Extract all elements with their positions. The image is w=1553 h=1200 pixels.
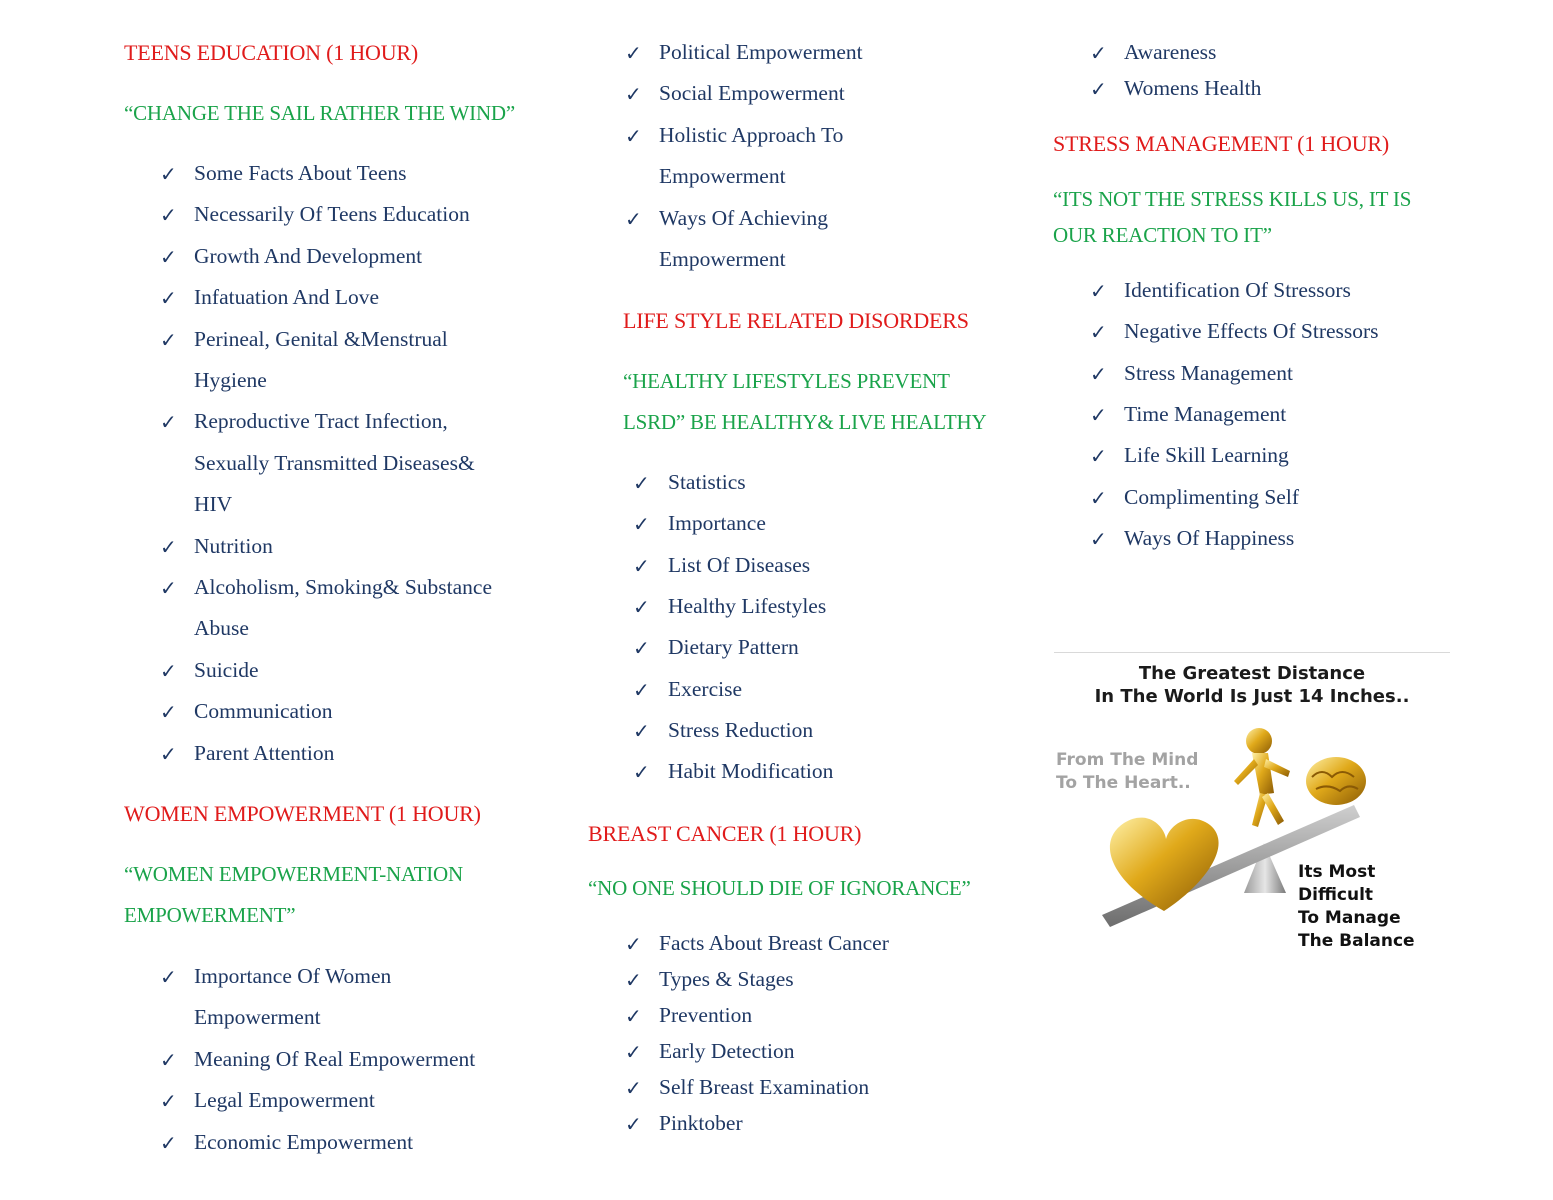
list-item: Stress Reduction (668, 717, 814, 742)
check-icon: ✓ (633, 760, 650, 785)
list-item: Empowerment (659, 247, 786, 271)
list-item: Early Detection (659, 1039, 795, 1063)
check-icon: ✓ (160, 1047, 177, 1072)
stress-management-heading: STRESS MANAGEMENT (1 HOUR) (1053, 131, 1390, 156)
list-item: Sexually Transmitted Diseases& (194, 450, 475, 475)
list-item: Empowerment (659, 164, 786, 189)
check-icon: ✓ (1090, 444, 1107, 469)
list-item: Time Management (1124, 401, 1287, 426)
lifestyle-quote-line-2: LSRD” BE HEALTHY& LIVE HEALTHY (623, 410, 987, 434)
list-item: Prevention (659, 1003, 753, 1027)
illustration-right-line-4: The Balance (1298, 931, 1415, 951)
check-icon: ✓ (1090, 485, 1107, 510)
list-item: Healthy Lifestyles (668, 593, 827, 618)
list-item: Infatuation And Love (194, 285, 380, 310)
check-icon: ✓ (633, 471, 650, 495)
illustration-title-line-1: The Greatest Distance (1138, 663, 1366, 684)
list-item: Economic Empowerment (194, 1129, 414, 1154)
check-icon: ✓ (1090, 41, 1107, 65)
check-icon: ✓ (160, 534, 177, 559)
list-item: Suicide (194, 657, 259, 682)
breast-cancer-quote: “NO ONE SHOULD DIE OF IGNORANCE” (588, 876, 971, 900)
women-empowerment-quote-line-2: EMPOWERMENT” (124, 903, 296, 927)
check-icon: ✓ (633, 677, 650, 702)
list-item: Life Skill Learning (1124, 443, 1289, 468)
list-item: Facts About Breast Cancer (659, 931, 889, 955)
list-item: Holistic Approach To (659, 122, 844, 147)
illustration-left-line-1: From The Mind (1056, 750, 1199, 770)
check-icon: ✓ (625, 82, 642, 107)
illustration-right-line-2: Difficult (1298, 885, 1374, 905)
list-item: Dietary Pattern (668, 635, 799, 660)
lifestyle-disorders-heading: LIFE STYLE RELATED DISORDERS (623, 308, 969, 333)
check-icon: ✓ (1090, 361, 1107, 386)
check-icon: ✓ (1090, 320, 1107, 345)
women-empowerment-heading: WOMEN EMPOWERMENT (1 HOUR) (124, 801, 481, 826)
illustration-right-line-1: Its Most (1298, 862, 1376, 882)
check-icon: ✓ (625, 41, 642, 65)
list-item: Pinktober (659, 1111, 743, 1135)
check-icon: ✓ (633, 594, 650, 619)
list-item: Identification Of Stressors (1124, 278, 1351, 302)
list-item: Hygiene (194, 368, 267, 392)
list-item: Necessarily Of Teens Education (194, 202, 470, 227)
check-icon: ✓ (625, 1076, 642, 1100)
list-item: Awareness (1124, 40, 1217, 64)
golden-heart-icon (1110, 818, 1219, 911)
check-icon: ✓ (625, 1004, 642, 1028)
list-item: Statistics (668, 470, 746, 494)
list-item: Importance Of Women (194, 964, 392, 988)
list-item: Political Empowerment (659, 40, 863, 64)
check-icon: ✓ (160, 576, 177, 600)
list-item: List Of Diseases (668, 552, 811, 577)
illustration-title-line-2: In The World Is Just 14 Inches.. (1094, 686, 1410, 707)
balance-illustration (1054, 652, 1450, 955)
check-icon: ✓ (160, 965, 177, 989)
check-icon: ✓ (160, 162, 177, 186)
breast-cancer-heading: BREAST CANCER (1 HOUR) (588, 821, 862, 846)
list-item: Reproductive Tract Infection, (194, 409, 448, 434)
lifestyle-quote-line-1: “HEALTHY LIFESTYLES PREVENT (623, 369, 950, 393)
check-icon: ✓ (633, 512, 650, 537)
check-icon: ✓ (160, 741, 177, 766)
list-item: Meaning Of Real Empowerment (194, 1046, 476, 1071)
list-item: Habit Modification (668, 759, 834, 784)
list-item: HIV (194, 492, 233, 517)
stress-quote-line-2: OUR REACTION TO IT” (1053, 223, 1272, 247)
list-item: Alcoholism, Smoking& Substance (194, 575, 493, 599)
check-icon: ✓ (625, 1112, 642, 1136)
list-item: Types & Stages (659, 967, 794, 991)
check-icon: ✓ (160, 410, 177, 435)
check-icon: ✓ (633, 718, 650, 743)
check-icon: ✓ (160, 1089, 177, 1114)
list-item: Abuse (194, 616, 249, 641)
list-item: Complimenting Self (1124, 484, 1299, 509)
list-item: Exercise (668, 676, 743, 701)
stress-quote-line-1: “ITS NOT THE STRESS KILLS US, IT IS (1053, 187, 1412, 211)
check-icon: ✓ (625, 968, 642, 992)
check-icon: ✓ (160, 203, 177, 228)
list-item: Negative Effects Of Stressors (1124, 319, 1379, 344)
list-item: Growth And Development (194, 243, 423, 268)
teens-education-heading: TEENS EDUCATION (1 HOUR) (124, 40, 419, 65)
check-icon: ✓ (633, 636, 650, 661)
list-item: Self Breast Examination (659, 1075, 870, 1099)
check-icon: ✓ (1090, 279, 1107, 303)
list-item: Ways Of Happiness (1124, 525, 1295, 550)
check-icon: ✓ (625, 206, 642, 231)
list-item: Perineal, Genital &Menstrual (194, 326, 448, 351)
list-item: Womens Health (1124, 76, 1262, 100)
check-icon: ✓ (160, 1130, 177, 1155)
list-item: Some Facts About Teens (194, 161, 407, 185)
teens-education-quote: “CHANGE THE SAIL RATHER THE WIND” (124, 101, 515, 125)
illustration-left-line-2: To The Heart.. (1056, 773, 1191, 793)
check-icon: ✓ (625, 1040, 642, 1064)
list-item: Social Empowerment (659, 81, 845, 106)
check-icon: ✓ (625, 123, 642, 148)
check-icon: ✓ (160, 700, 177, 725)
list-item: Nutrition (194, 533, 273, 558)
check-icon: ✓ (1090, 402, 1107, 427)
list-item: Legal Empowerment (194, 1088, 375, 1113)
golden-figure-icon (1234, 728, 1290, 827)
list-item: Stress Management (1124, 360, 1293, 385)
list-item: Empowerment (194, 1005, 321, 1030)
check-icon: ✓ (1090, 77, 1107, 101)
golden-brain-icon (1306, 757, 1366, 805)
check-icon: ✓ (633, 553, 650, 578)
check-icon: ✓ (160, 244, 177, 269)
check-icon: ✓ (160, 327, 177, 352)
illustration-right-line-3: To Manage (1298, 908, 1401, 928)
women-empowerment-quote-line-1: “WOMEN EMPOWERMENT-NATION (124, 862, 463, 886)
list-item: Importance (668, 511, 766, 536)
check-icon: ✓ (625, 932, 642, 956)
list-item: Ways Of Achieving (659, 205, 829, 230)
check-icon: ✓ (160, 658, 177, 683)
check-icon: ✓ (1090, 526, 1107, 551)
check-icon: ✓ (160, 286, 177, 311)
list-item: Parent Attention (194, 740, 335, 765)
list-item: Communication (194, 699, 333, 724)
